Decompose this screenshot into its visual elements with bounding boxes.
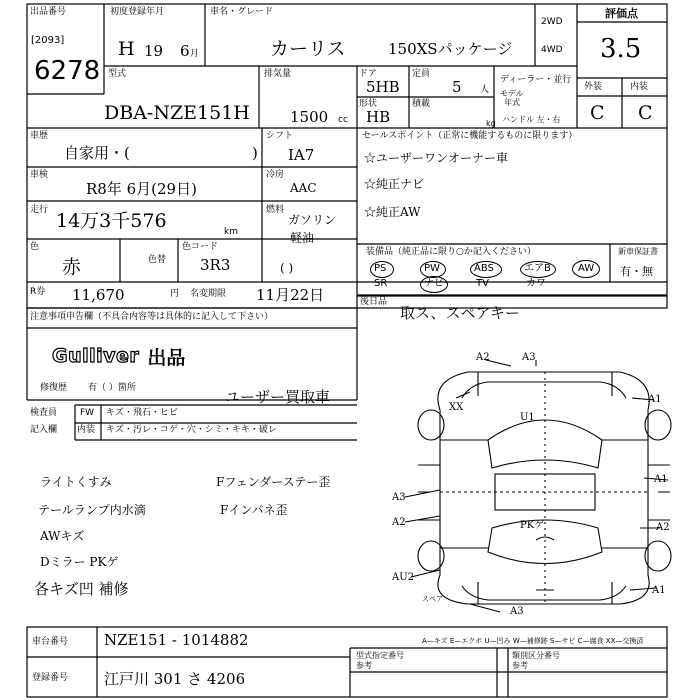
ac-value: AAC [290, 181, 317, 195]
shape-label: 形状 [359, 99, 378, 109]
reg-value: 江戸川 301 さ 4206 [104, 670, 246, 688]
score-label: 評価点 [605, 7, 638, 20]
notes-label: 注意事項申告欄（不具合内容等は具体的に記入して下さい） [30, 312, 274, 322]
yen-label: 円 [170, 289, 180, 299]
kg-label: kg [486, 119, 496, 128]
chassis-value: NZE151 - 1014882 [104, 631, 249, 649]
sales-point-label: セールスポイント（正常に機能するものに限ります） [362, 131, 578, 141]
equip-navi: ナビ [424, 278, 444, 289]
damage-right-a1-2: A1 [654, 474, 668, 485]
damage-right-a2: A2 [656, 522, 670, 533]
chassis-label: 車台番号 [32, 637, 69, 647]
shift-value: IA7 [288, 146, 315, 164]
shape-value: HB [366, 108, 391, 126]
doors-label: ドア [359, 69, 377, 79]
logo-suffix: 出品 [147, 346, 186, 369]
aw-circle [572, 260, 600, 278]
inspector-interior-items: キズ・汚レ・コゲ・穴・シミ・キキ・破レ [106, 425, 277, 435]
damage-bottom-a3: A3 [510, 606, 524, 617]
interior-grade: C [638, 102, 653, 124]
capacity-label: 定員 [412, 69, 431, 79]
category-label: 類別区分番号 [512, 651, 560, 660]
aftermarket-value: 取ス、スペアキー [400, 304, 520, 322]
model-designation-ref: 参考 [356, 661, 372, 670]
ac-label: 冷房 [266, 170, 285, 180]
note-right-1: Fフェンダーステー歪 [216, 475, 331, 489]
ps-circle [370, 261, 394, 278]
equip-leather: カワ [526, 278, 546, 289]
color-code-value: 3R3 [200, 256, 231, 274]
note-1: ライトくすみ [40, 475, 112, 489]
damage-legend: A—キズ E—エクボ U—凹み W—補修跡 S—サビ C—腐食 XX—交換済 [422, 637, 644, 645]
dealer-label: ディーラー・並行 [500, 75, 572, 85]
handle-label: ハンドル 左・右 [502, 115, 561, 124]
car-name: カーリス [270, 38, 346, 60]
note-5: 各キズ凹 補修 [34, 580, 129, 598]
damage-u1: U1 [520, 412, 535, 423]
damage-left-a3: A3 [392, 492, 406, 503]
equip-abs: ABS [474, 263, 494, 274]
aftermarket-label: 後日品 [360, 297, 388, 307]
inspection-value: R8年 6月(29日) [86, 180, 197, 198]
inspector-interior: 内装 [77, 425, 96, 435]
damage-bottom-a1: A1 [652, 585, 666, 596]
exterior-label: 外装 [584, 82, 603, 92]
drive-2wd-label: 2WD [541, 17, 563, 27]
recycle-value: 11,670 [72, 286, 125, 304]
damage-xx: XX [449, 402, 464, 413]
first-reg-label: 初度登録年月 [110, 7, 165, 17]
grade: 150XSパッケージ [388, 40, 513, 58]
drive-4wd-label: 4WD [541, 45, 563, 55]
interior-label: 内装 [630, 82, 649, 92]
equipment-label: 装備品（純正品に限り○か記入ください） [366, 247, 536, 257]
sales-point-2: ☆純正ナビ [364, 177, 425, 191]
load-label: 積載 [412, 99, 431, 109]
inspector-fw: FW [80, 408, 95, 418]
equip-aw: AW [578, 263, 595, 274]
score-value: 3.5 [600, 34, 642, 64]
car-name-label: 車名・グレード [210, 7, 274, 17]
model-year-label-1: モデル [500, 89, 524, 98]
logo-text: Gulliver [52, 345, 140, 367]
warranty-label: 新車保証書 [618, 247, 658, 256]
sales-point-3: ☆純正AW [364, 205, 421, 219]
inspector-label: 検査員 [30, 408, 58, 418]
airbag-circle [520, 261, 556, 278]
note-3: AWキズ [40, 529, 85, 543]
reg-year: H [118, 38, 135, 60]
damage-top-a2: A2 [476, 352, 490, 363]
entry-label: 記入欄 [30, 425, 58, 435]
shift-label: シフト [266, 131, 294, 141]
fuel-value: ガソリン [288, 213, 337, 227]
damage-right-a1: A1 [648, 394, 662, 405]
sales-point-1: ☆ユーザーワンオーナー車 [364, 151, 509, 165]
color-value: 赤 [62, 256, 82, 278]
exterior-grade: C [590, 102, 605, 124]
equip-airbag: エアB [524, 263, 551, 274]
inspector-fw-items: キズ・飛石・ヒビ [106, 408, 178, 418]
capacity-value: 5 [452, 78, 462, 96]
model-label: 型式 [108, 69, 127, 79]
reg-month: 6 [180, 42, 190, 60]
note-4: Dミラー PKゲ [40, 555, 119, 569]
damage-rear-pkg: PKゲ [520, 520, 545, 531]
inspection-label: 車検 [30, 170, 49, 180]
note-right-2: Fインパネ歪 [220, 503, 288, 517]
lot-number: 6278 [34, 56, 101, 86]
note-2: テールランプ内水滴 [38, 503, 146, 517]
equip-sr: SR [374, 278, 388, 289]
displacement-value: 1500 [290, 108, 329, 126]
reg-year-num: 19 [144, 42, 164, 60]
lot-bracket: [2093] [31, 35, 65, 46]
equip-ps: PS [374, 263, 387, 274]
repair-value: 有（ ）箇所 [88, 383, 136, 393]
history-value: 自家用・( [64, 144, 130, 162]
cc-label: cc [338, 115, 348, 125]
vehicle-diagram [405, 360, 671, 612]
reg-month-unit: 月 [190, 49, 200, 59]
km-label: km [224, 227, 238, 237]
name-change-label: 名変期限 [190, 289, 227, 299]
damage-left-au2: AU2 [392, 572, 415, 583]
model-designation-label: 型式指定番号 [356, 651, 404, 660]
navi-circle [420, 276, 448, 293]
history-close: ) [252, 144, 258, 162]
damage-top-a3: A3 [522, 352, 536, 363]
color-label: 色 [30, 242, 40, 252]
name-change-value: 11月22日 [256, 286, 325, 304]
fuel-alt: 軽油 [290, 231, 315, 245]
mileage-label: 走行 [30, 205, 49, 215]
color-change-label: 色替 [148, 255, 167, 265]
fuel-label: 燃料 [266, 205, 285, 215]
displacement-label: 排気量 [264, 69, 292, 79]
history-label: 車歴 [30, 131, 49, 141]
model-year-label-2: 年式 [504, 98, 520, 107]
equip-tv: TV [476, 278, 489, 289]
color-code-label: 色コード [182, 242, 219, 252]
damage-spare: スペア [422, 595, 443, 603]
repair-label: 修復歴 [40, 383, 68, 393]
damage-left-a2: A2 [392, 517, 406, 528]
category-ref: 参考 [512, 661, 528, 670]
buyback-stamp: ユーザー買取車 [225, 388, 331, 406]
doors-value: 5HB [366, 78, 400, 96]
gulliver-logo [52, 341, 232, 371]
capacity-unit: 人 [480, 85, 490, 95]
abs-circle [470, 261, 502, 278]
equip-pw: PW [424, 263, 440, 274]
recycle-label: R券 [30, 287, 46, 297]
lot-no-label: 出品番号 [30, 7, 67, 17]
reg-label: 登録番号 [32, 673, 69, 683]
fuel-paren: ( ) [280, 261, 294, 275]
warranty-value: 有・無 [620, 265, 653, 278]
model-code: DBA-NZE151H [104, 102, 250, 124]
mileage-value: 14万3千576 [56, 210, 167, 232]
